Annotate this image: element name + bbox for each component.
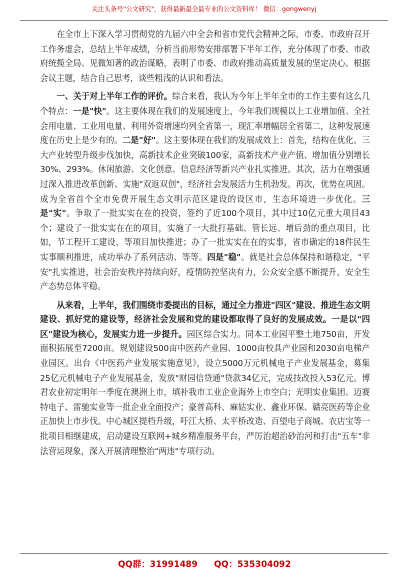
point-solid: 三是"实" bbox=[40, 193, 370, 219]
evaluation-intro: 综合来看，我认为今年上半年全市的工作主要有这么几个特点： bbox=[40, 91, 370, 116]
results-detail: 园区综合实力。同本工业园平整土地750亩，开发面积拓展至7200亩。规划建设500亩中医药产业园、1000亩校具产业园和2030亩电梯产业园区。出台《中医药产业发展实施意见》，设立5000万元机械电子产业发展基金，募集25亿元机械电子产业发展基金，发放"财园信贷通"贷款34亿元，完成技改投入53亿元。博君农业初定明年一季度在澳洲上市，填补我市工业企业海外上市空白；光明实业集团、迈赛特电子、雷驰实业等一批企业全面投产；豪普高科、麻姑实业、鑫业环保、赣亮医药等企业正加快上市步伐。中心城区提档升级，吁江大桥、太平桥改造、百望电子商城、农店宝等一批项目相继建成，启动建设互联网+城乡精准服务平台，严厉治超治砂治河和打击"五车"非法营运现象，深入开展清理整治"两违"专项行动。 bbox=[40, 328, 370, 456]
point-stable: 四是"稳" bbox=[207, 251, 241, 262]
point-fast-text: 。这主要体现在我们的发展速度上，今年我们规模以上工业增加值、全社会用电量、工业用电量、利用外资增速均列全省第一，现汇率增幅居全省第二，这种发展速度在历史上是少有的。 bbox=[40, 105, 370, 146]
intro-paragraph: 在全市上下深入学习贯彻党的九届六中全会和省市党代会精神之际，市委、市政府召开工作务虚会，总结上半年成绩，分析当前形势安排部署下半年工作，充分体现了市委、市政府统揽全局、见微知著的政治谋略，表明了市委、市政府推动高质量发展的坚定决心。根据会议主题，结合自己思考，谈些粗浅的认识和看法。 bbox=[40, 29, 370, 83]
contact-footer bbox=[0, 557, 408, 573]
point-fast: 一是"快" bbox=[72, 105, 107, 116]
evaluation-paragraph bbox=[40, 89, 370, 293]
document-body bbox=[40, 27, 370, 458]
results-summary: 从来看，上半年，我们围绕市委提出的目标，通过全力推进"四区"建设、推进生态文明建设、抓好党的建设等，经济社会发展和党的建设都取得了良好的发展成效。 bbox=[40, 299, 370, 325]
results-point-one: 一是以"四区"建设为核心，发展实力进一步提升。 bbox=[40, 314, 370, 339]
footer-divider bbox=[20, 553, 388, 554]
qq-group-number: QQ群：31991489 bbox=[118, 560, 198, 570]
promo-banner: 关注头条号"公文研究"，获得最新最全最专业的公文资料库！ 微信：gongwenyj bbox=[91, 6, 317, 13]
header-divider bbox=[20, 20, 388, 21]
point-solid-text: 。争取了一批实实在在的投资，签约了近100个项目，其中过10亿元重大项目43个；建设了一批实实在在的项目，实施了一大批打基础、管长远、增后劲的重点项目，比如，节工程开工建设，等项目加快推进；办了一批实实在在的实事，省市确定的18件民生实事顺利推进，成功举办了系列活动、等等。 bbox=[40, 208, 371, 262]
point-good: 二是"好" bbox=[122, 135, 156, 146]
qq-number: QQ：535304092 bbox=[214, 560, 292, 570]
point-good-text: 。这主要体现在我们的发展成效上：首先，结构在优化。三大产业转型升级步伐加快，高新技术企业突破100家，高新技术产业产值、增加值分别增长30%、293%。休闲旅游、文化创意、信息经济等新兴产业扎实推进。其次，活力在增强通过深入推进改革创新、实施"双返双创"，经济社会发展活力生机勃发。再次，优势在巩固。成为全省首个全市免费开展生态文明示范区建设的设区市，生态环境进一步优化。 bbox=[40, 135, 370, 204]
section-heading: 一、关于对上半年工作的评价。 bbox=[56, 91, 173, 102]
point-stable-text: 。就是社会总体保持和谐稳定，"平安"扎实推进，社会治安秩序持续向好，疫情防控坚决有力，公众安全感不断提升，安全生产态势总体平稳。 bbox=[40, 251, 370, 292]
results-paragraph bbox=[40, 298, 370, 459]
